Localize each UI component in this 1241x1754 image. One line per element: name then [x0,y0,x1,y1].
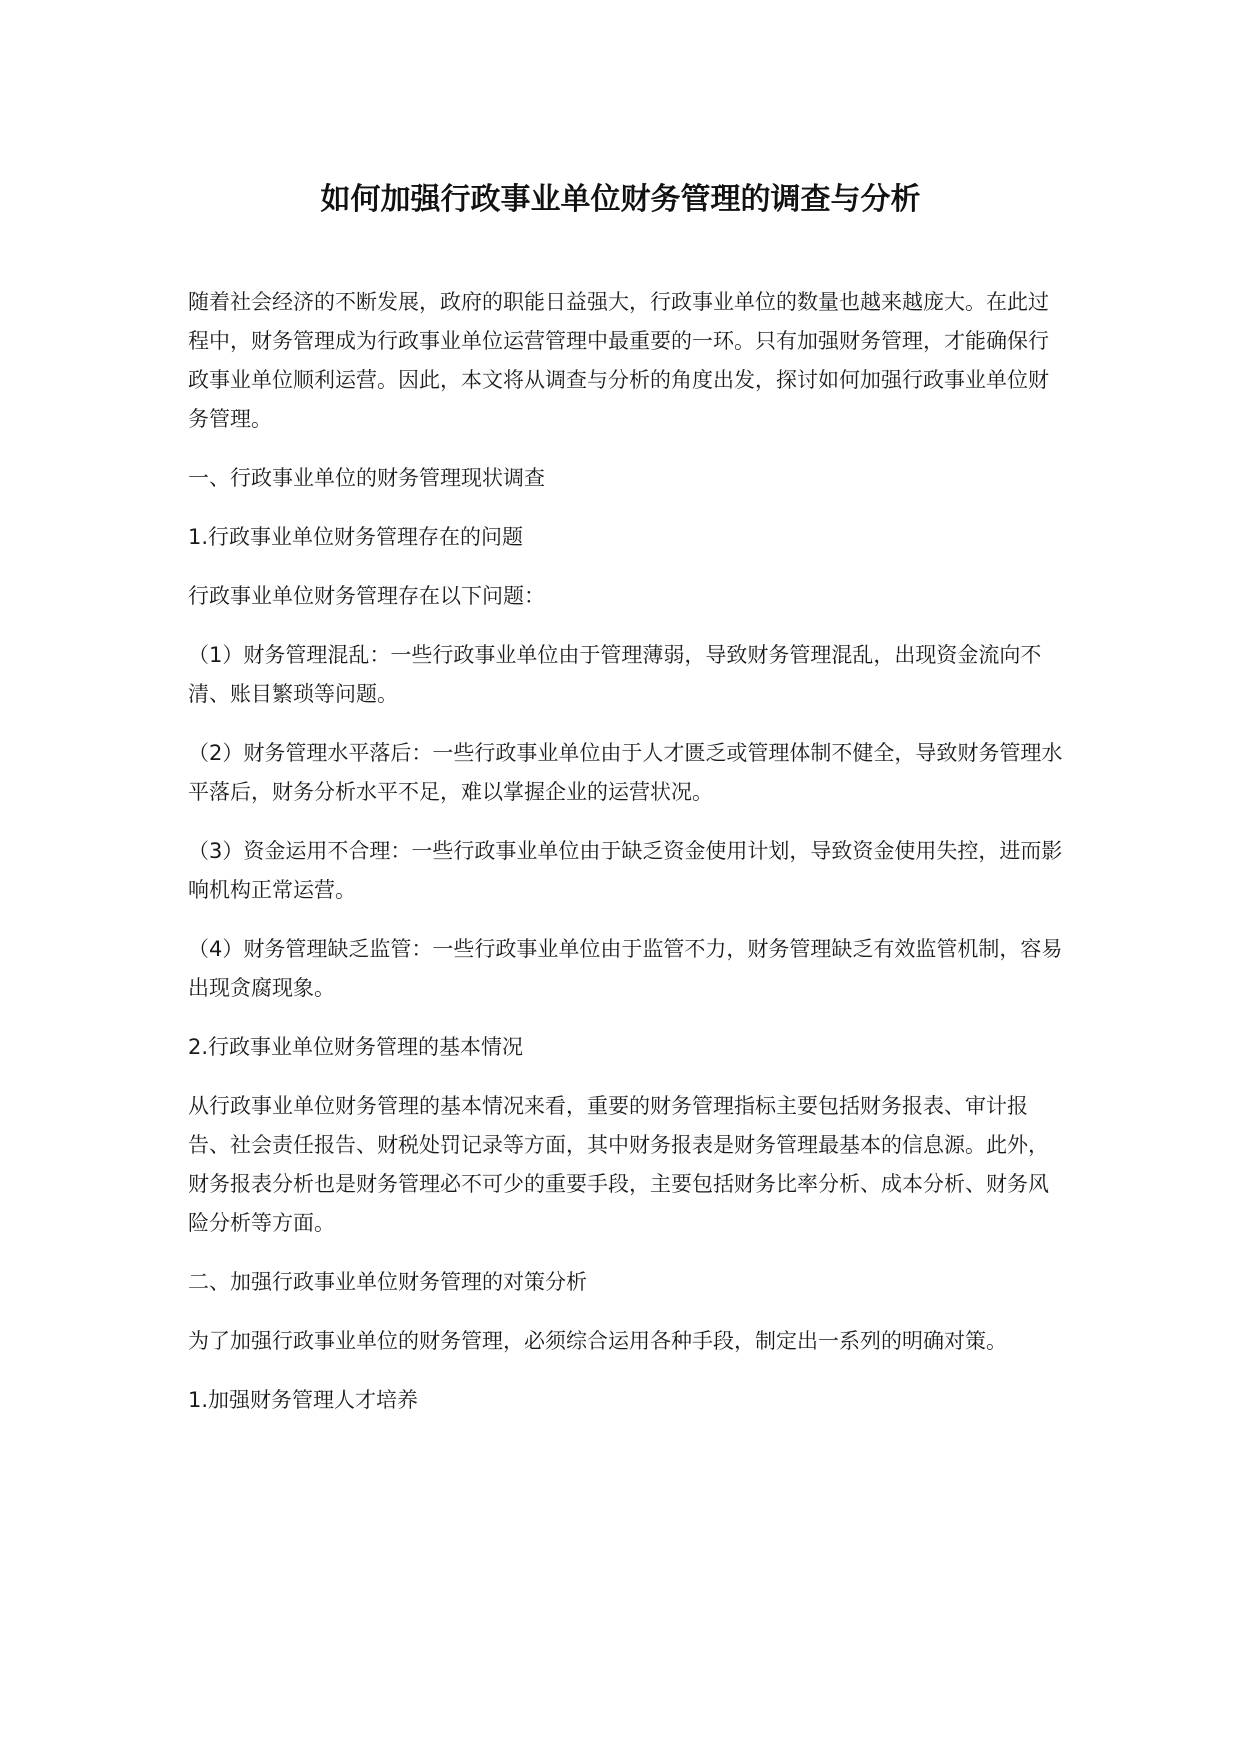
list-item-problem-2: （2）财务管理水平落后：一些行政事业单位由于人才匮乏或管理体制不健全，导致财务管理水平落后，财务分析水平不足，难以掌握企业的运营状况。 [188,741,1063,804]
subsection-heading-1-1: 1.行政事业单位财务管理存在的问题 [188,525,524,549]
paragraph: 为了加强行政事业单位的财务管理，必须综合运用各种手段，制定出一系列的明确对策。 [188,1329,1007,1353]
list-item-problem-3: （3）资金运用不合理：一些行政事业单位由于缺乏资金使用计划，导致资金使用失控，进而影响机构正常运营。 [188,839,1063,902]
intro-paragraph: 随着社会经济的不断发展，政府的职能日益强大，行政事业单位的数量也越来越庞大。在此过程中，财务管理成为行政事业单位运营管理中最重要的一环。只有加强财务管理，才能确保行政事业单位顺利运营。因此，本文将从调查与分析的角度出发，探讨如何加强行政事业单位财务管理。 [188,290,1049,431]
document-body [188,283,1068,1440]
paragraph: 行政事业单位财务管理存在以下问题： [188,584,545,608]
section-heading-2: 二、加强行政事业单位财务管理的对策分析 [188,1270,587,1294]
subsection-heading-2-1: 1.加强财务管理人才培养 [188,1388,419,1412]
paragraph: 从行政事业单位财务管理的基本情况来看，重要的财务管理指标主要包括财务报表、审计报告、社会责任报告、财税处罚记录等方面，其中财务报表是财务管理最基本的信息源。此外，财务报表分析也是财务管理必不可少的重要手段，主要包括财务比率分析、成本分析、财务风险分析等方面。 [188,1094,1049,1235]
section-heading-1: 一、行政事业单位的财务管理现状调查 [188,466,545,490]
list-item-problem-1: （1）财务管理混乱：一些行政事业单位由于管理薄弱，导致财务管理混乱，出现资金流向不清、账目繁琐等问题。 [188,643,1042,706]
list-item-problem-4: （4）财务管理缺乏监管：一些行政事业单位由于监管不力，财务管理缺乏有效监管机制，容易出现贪腐现象。 [188,937,1063,1000]
subsection-heading-1-2: 2.行政事业单位财务管理的基本情况 [188,1035,524,1059]
document-title: 如何加强行政事业单位财务管理的调查与分析 [320,182,921,217]
